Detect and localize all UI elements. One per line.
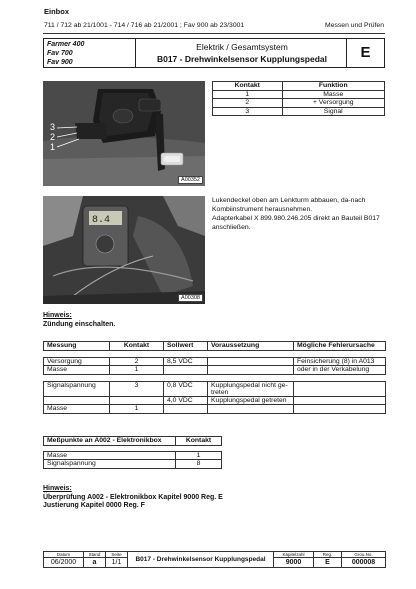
pin-callout-2: 2 bbox=[50, 132, 56, 142]
footer-group-number: 000008 bbox=[342, 558, 386, 568]
footer-date: 06/2000 bbox=[44, 558, 84, 568]
hint-line: Justierung Kapitel 0000 Reg. F bbox=[43, 502, 145, 509]
table-cell: 3 bbox=[213, 107, 283, 116]
procedure-description bbox=[212, 196, 390, 232]
footer-label: Seite bbox=[106, 552, 128, 558]
table-row bbox=[44, 405, 386, 414]
footer-table bbox=[43, 551, 386, 568]
title-center bbox=[136, 39, 348, 67]
table-cell bbox=[110, 396, 164, 405]
table-cell: Masse bbox=[44, 451, 176, 460]
title-component: B017 - Drehwinkelsensor Kupplungspedal bbox=[156, 54, 328, 64]
table-cell: Feinsicherung (8) in A013 bbox=[294, 357, 386, 366]
table-cell: 1 bbox=[213, 90, 283, 99]
footer-label: Grou.No. bbox=[342, 552, 386, 558]
table-cell: 0,8 VDC bbox=[164, 381, 208, 396]
pin-callout-3: 3 bbox=[50, 122, 56, 132]
table-cell: Kupplungspedal getreten bbox=[208, 396, 294, 405]
table-cell: Kupplungspedal nicht ge-treten bbox=[208, 381, 294, 396]
table-cell bbox=[44, 396, 110, 405]
table-cell: 2 bbox=[110, 357, 164, 366]
footer-chapter: 9000 bbox=[274, 558, 314, 568]
footer-label: Datum bbox=[44, 552, 84, 558]
table-spacer bbox=[44, 374, 386, 381]
table-cell: Signalspannung bbox=[44, 381, 110, 396]
table-cell bbox=[208, 357, 294, 366]
description-paragraph: Adapterkabel X 899.980.246.205 direkt an Bauteil B017 anschließen. bbox=[212, 215, 380, 231]
section-title: Messen und Prüfen bbox=[325, 22, 384, 29]
footer-label: Kapitelzahl bbox=[274, 552, 314, 558]
model-list bbox=[44, 39, 136, 67]
table-row bbox=[213, 99, 385, 108]
svg-text:8.4: 8.4 bbox=[92, 215, 111, 226]
table-cell bbox=[164, 366, 208, 375]
footer-label: Stand bbox=[84, 552, 106, 558]
model-item: Fav 900 bbox=[47, 59, 73, 66]
table-cell bbox=[294, 396, 386, 405]
table-cell bbox=[164, 405, 208, 414]
column-header: Sollwert bbox=[164, 342, 208, 351]
column-header: Funktion bbox=[282, 82, 384, 91]
footer-label: Reg. bbox=[314, 552, 342, 558]
table-cell: 1 bbox=[110, 366, 164, 375]
multimeter-photo bbox=[43, 196, 205, 304]
table-row bbox=[44, 460, 222, 469]
table-row bbox=[44, 381, 386, 396]
hint-title: Hinweis: bbox=[43, 312, 72, 319]
table-row bbox=[44, 396, 386, 405]
table-cell: Masse bbox=[44, 405, 110, 414]
table-row bbox=[44, 357, 386, 366]
hint-text: Zündung einschalten. bbox=[43, 320, 116, 328]
photo-code: A00308 bbox=[178, 294, 203, 302]
table-row bbox=[44, 366, 386, 375]
table-cell: 4,0 VDC bbox=[164, 396, 208, 405]
column-header: Meßpunkte an A002 - Elektronikbox bbox=[44, 437, 176, 446]
series-line: 711 / 712 ab 21/1001 - 714 / 716 ab 21/2001 ; Fav 900 ab 23/3001 bbox=[44, 22, 245, 29]
multimeter-illustration bbox=[43, 196, 205, 304]
model-item: Fav 700 bbox=[47, 50, 73, 57]
table-cell: 3 bbox=[110, 381, 164, 396]
hint-line: Überprüfung A002 - Elektronikbox Kapitel 9000 Reg. E bbox=[43, 493, 223, 501]
column-header: Kontakt bbox=[213, 82, 283, 91]
footer-component: B017 - Drehwinkelsensor Kupplungspedal bbox=[128, 552, 274, 568]
title-box bbox=[43, 38, 385, 68]
table-cell: Versorgung bbox=[44, 357, 110, 366]
brand-title: Einbox bbox=[44, 7, 70, 16]
table-cell: 1 bbox=[110, 405, 164, 414]
sensor-illustration bbox=[43, 81, 205, 186]
hint-ignition bbox=[43, 312, 115, 329]
table-cell bbox=[208, 405, 294, 414]
column-header: Voraussetzung bbox=[208, 342, 294, 351]
sensor-photo bbox=[43, 81, 205, 186]
table-row bbox=[213, 107, 385, 116]
hint-title: Hinweis: bbox=[43, 485, 72, 492]
table-row bbox=[213, 90, 385, 99]
column-header: Kontakt bbox=[110, 342, 164, 351]
pin-callout-1: 1 bbox=[50, 142, 56, 152]
table-cell bbox=[294, 405, 386, 414]
column-header: Mögliche Fehlerursache bbox=[294, 342, 386, 351]
table-cell: oder in der Verkabelung bbox=[294, 366, 386, 375]
table-cell: Masse bbox=[282, 90, 384, 99]
title-category: Elektrik / Gesamtsystem bbox=[196, 42, 288, 52]
footer-page: 1/1 bbox=[106, 558, 128, 568]
table-cell: 1 bbox=[176, 451, 222, 460]
table-cell: + Versorgung bbox=[282, 99, 384, 108]
footer-revision: a bbox=[84, 558, 106, 568]
footer-register: E bbox=[314, 558, 342, 568]
table-cell: Masse bbox=[44, 366, 110, 375]
photo-code: A00352 bbox=[178, 176, 203, 184]
table-cell: Signal bbox=[282, 107, 384, 116]
table-cell bbox=[208, 366, 294, 375]
description-paragraph: Lukendeckel oben am Lenkturm abbauen, da-nach Kombiinstrument herausnehmen. bbox=[212, 197, 366, 213]
header-rule bbox=[43, 33, 385, 34]
measuring-points-table bbox=[43, 436, 222, 469]
table-cell: Signalspannung bbox=[44, 460, 176, 469]
table-row bbox=[44, 451, 222, 460]
model-item: Farmer 400 bbox=[47, 41, 85, 48]
measurement-table bbox=[43, 341, 386, 414]
register-letter: E bbox=[346, 39, 384, 67]
table-spacer bbox=[44, 350, 386, 357]
table-cell: 8 bbox=[176, 460, 222, 469]
hint-references bbox=[43, 485, 223, 511]
column-header: Messung bbox=[44, 342, 110, 351]
table-cell: 2 bbox=[213, 99, 283, 108]
column-header: Kontakt bbox=[176, 437, 222, 446]
table-cell: 8,5 VDC bbox=[164, 357, 208, 366]
table-cell bbox=[294, 381, 386, 396]
contact-table bbox=[212, 81, 385, 116]
